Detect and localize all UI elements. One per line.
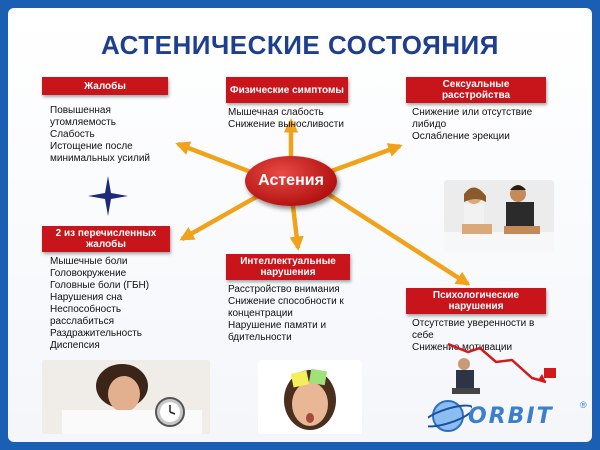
couple-photo <box>444 180 554 252</box>
list-item: концентрации <box>228 308 293 319</box>
intellectual-list <box>228 284 344 344</box>
list-item: себе <box>412 330 434 341</box>
logo-text: ORBIT <box>468 404 554 429</box>
list-item: Мышечная слабость <box>228 107 324 118</box>
stressed-woman-photo <box>258 360 362 434</box>
list-item: Неспособность <box>50 304 122 315</box>
list-item: Расстройство внимания <box>228 284 340 295</box>
businessman-photo <box>428 338 568 396</box>
list-item: бдительности <box>228 332 292 343</box>
list-item: Мышечные боли <box>50 256 128 267</box>
arrow-to-two-of <box>182 196 258 239</box>
complaints-header: Жалобы <box>42 77 168 95</box>
list-item: расслабиться <box>50 316 115 327</box>
list-item: Головокружение <box>50 268 127 279</box>
sexual-list <box>412 107 532 143</box>
list-item: Снижение выносливости <box>228 119 344 130</box>
list-item: Нарушения сна <box>50 292 123 303</box>
list-item: минимальных усилий <box>50 153 151 164</box>
list-item: Раздражительность <box>50 328 143 339</box>
physical-list <box>228 107 344 131</box>
list-item: Ослабление эрекции <box>412 131 510 142</box>
list-item: Нарушение памяти и <box>228 320 327 331</box>
list-item: Снижение или отсутствие <box>412 107 533 118</box>
list-item: утомляемость <box>50 117 116 128</box>
two-of-header: 2 из перечисленных жалобы <box>42 226 170 252</box>
two-of-list <box>50 256 149 352</box>
arrow-to-intellectual <box>293 206 298 248</box>
intellectual-header: Интеллектуальные нарушения <box>226 254 350 280</box>
slide-title: АСТЕНИЧЕСКИЕ СОСТОЯНИЯ <box>101 30 499 60</box>
registered-mark: ® <box>580 400 587 410</box>
star-icon <box>88 176 128 216</box>
tired-woman-photo <box>42 360 210 434</box>
arrow-to-complaints <box>178 144 256 174</box>
list-item: Снижение способности к <box>228 296 344 307</box>
list-item: либидо <box>412 119 447 130</box>
center-asthenia-oval: Астения <box>245 156 337 206</box>
list-item: Снижение мотивации <box>412 342 513 353</box>
list-item: Диспепсия <box>50 340 100 351</box>
list-item: Истощение после <box>50 141 133 152</box>
slide <box>8 8 592 442</box>
psychological-header: Психологические нарушения <box>406 288 546 314</box>
list-item: Слабость <box>50 129 95 140</box>
list-item: Головные боли (ГБН) <box>50 280 150 291</box>
orbit-logo <box>428 396 592 434</box>
complaints-list <box>50 105 150 165</box>
physical-header: Физические симптомы <box>226 77 348 103</box>
arrow-to-sexual <box>326 146 400 173</box>
globe-icon <box>428 396 472 434</box>
list-item: Отсутствие уверенности в <box>412 318 535 329</box>
sexual-header: Сексуальные расстройства <box>406 77 546 103</box>
list-item: Повышенная <box>50 105 111 116</box>
